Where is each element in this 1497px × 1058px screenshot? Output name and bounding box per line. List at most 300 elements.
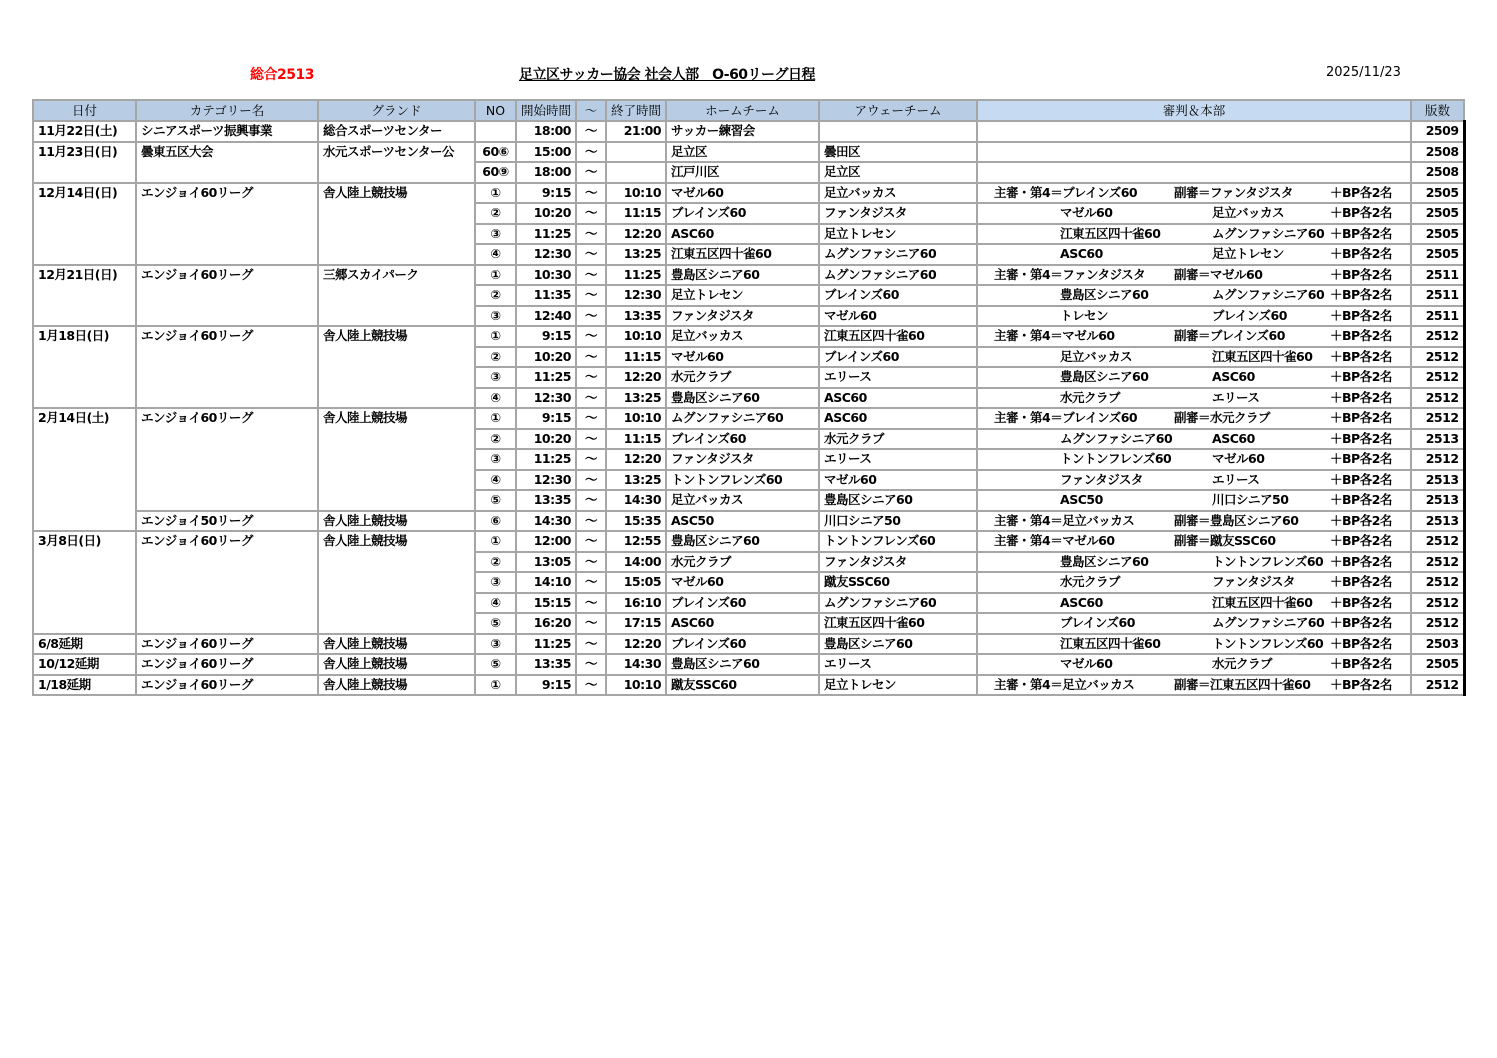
referee-cell xyxy=(977,429,1411,450)
referee-bp: ＋BP各2名 xyxy=(1330,656,1392,671)
referee-bp: ＋BP各2名 xyxy=(1330,287,1392,302)
home-team-cell: ASC60 xyxy=(666,224,819,245)
version-cell: 2512 xyxy=(1411,367,1464,388)
home-team-cell: 水元クラブ xyxy=(666,367,819,388)
table-row xyxy=(33,285,1464,306)
end-time-cell: 10:10 xyxy=(606,408,666,429)
date-cell: 11月22日(土) xyxy=(33,121,136,142)
version-cell: 2509 xyxy=(1411,121,1464,142)
referee-bp: ＋BP各2名 xyxy=(1330,471,1392,487)
ground-cell: 舎人陸上競技場 xyxy=(318,531,475,552)
category-cell xyxy=(136,244,318,265)
referee-cell xyxy=(977,613,1411,634)
tilde-cell: ～ xyxy=(576,531,606,552)
ground-cell xyxy=(318,470,475,491)
ground-cell: 三郷スカイパーク xyxy=(318,265,475,286)
home-team-cell: 豊島区シニア60 xyxy=(666,265,819,286)
category-cell xyxy=(136,490,318,511)
ground-cell: 舎人陸上競技場 xyxy=(318,183,475,204)
referee-cell xyxy=(977,490,1411,511)
start-time-cell: 10:20 xyxy=(516,429,576,450)
away-team-cell: 川口シニア50 xyxy=(819,511,977,532)
table-row xyxy=(33,470,1464,491)
away-team-cell: エリース xyxy=(819,449,977,470)
match-no-cell: ① xyxy=(475,531,516,552)
match-no-cell: ③ xyxy=(475,367,516,388)
ground-cell xyxy=(318,367,475,388)
referee-bp: ＋BP各2名 xyxy=(1330,184,1392,200)
start-time-cell: 13:35 xyxy=(516,654,576,675)
match-no-cell: ④ xyxy=(475,244,516,265)
referee-cell xyxy=(977,572,1411,593)
category-cell: エンジョイ60リーグ xyxy=(136,531,318,552)
referee-assistant: エリース xyxy=(1212,389,1260,405)
end-time-cell: 12:55 xyxy=(606,531,666,552)
referee-bp: ＋BP各2名 xyxy=(1330,430,1392,446)
away-team-cell: 蹴友SSC60 xyxy=(819,572,977,593)
category-cell xyxy=(136,572,318,593)
referee-bp: ＋BP各2名 xyxy=(1330,574,1392,589)
end-time-cell: 10:10 xyxy=(606,326,666,347)
version-cell: 2512 xyxy=(1411,613,1464,634)
away-team-cell: 江東五区四十雀60 xyxy=(819,613,977,634)
away-team-cell: 江東五区四十雀60 xyxy=(819,326,977,347)
version-cell: 2511 xyxy=(1411,265,1464,286)
table-row xyxy=(33,449,1464,470)
tilde-cell: ～ xyxy=(576,121,606,142)
referee-cell xyxy=(977,408,1411,429)
referee-cell xyxy=(977,367,1411,388)
referee-cell xyxy=(977,162,1411,183)
tilde-cell: ～ xyxy=(576,552,606,573)
referee-main: マゼル60 xyxy=(1060,656,1113,671)
start-time-cell: 9:15 xyxy=(516,408,576,429)
date-cell: 3月8日(日) xyxy=(33,531,136,552)
date-cell: 1/18延期 xyxy=(33,675,136,696)
home-team-cell: 豊島区シニア60 xyxy=(666,531,819,552)
ground-cell xyxy=(318,162,475,183)
away-team-cell: ブレインズ60 xyxy=(819,285,977,306)
end-time-cell xyxy=(606,162,666,183)
date-cell xyxy=(33,285,136,306)
version-cell: 2512 xyxy=(1411,449,1464,470)
start-time-cell: 14:10 xyxy=(516,572,576,593)
tilde-cell: ～ xyxy=(576,224,606,245)
end-time-cell: 11:15 xyxy=(606,203,666,224)
home-team-cell: トントンフレンズ60 xyxy=(666,470,819,491)
tilde-cell: ～ xyxy=(576,490,606,511)
home-team-cell: マゼル60 xyxy=(666,572,819,593)
tilde-cell: ～ xyxy=(576,429,606,450)
match-no-cell: ② xyxy=(475,552,516,573)
match-no-cell: ③ xyxy=(475,449,516,470)
referee-cell xyxy=(977,675,1411,696)
referee-cell xyxy=(977,224,1411,245)
start-time-cell: 12:30 xyxy=(516,388,576,409)
table-row xyxy=(33,142,1464,163)
referee-main: トントンフレンズ60 xyxy=(1060,451,1172,466)
match-no-cell: ⑤ xyxy=(475,490,516,511)
match-no-cell: ③ xyxy=(475,306,516,327)
end-time-cell: 13:25 xyxy=(606,388,666,409)
end-time-cell: 14:30 xyxy=(606,490,666,511)
table-row xyxy=(33,552,1464,573)
end-time-cell: 17:15 xyxy=(606,613,666,634)
referee-cell xyxy=(977,470,1411,491)
referee-assistant: 足立バッカス xyxy=(1212,205,1285,220)
referee-main: 主審・第4＝ブレインズ60 xyxy=(994,410,1138,425)
ground-cell xyxy=(318,347,475,368)
away-team-cell: エリース xyxy=(819,367,977,388)
start-time-cell: 15:15 xyxy=(516,593,576,614)
referee-main: 主審・第4＝マゼル60 xyxy=(994,328,1115,343)
ground-cell xyxy=(318,490,475,511)
category-cell xyxy=(136,367,318,388)
match-no-cell: ③ xyxy=(475,634,516,655)
start-time-cell: 10:20 xyxy=(516,347,576,368)
table-row xyxy=(33,367,1464,388)
end-time-cell: 12:30 xyxy=(606,285,666,306)
table-body xyxy=(33,121,1464,695)
table-header-row xyxy=(33,100,1464,121)
referee-main: 主審・第4＝足立バッカス xyxy=(994,676,1135,692)
referee-assistant: ムグンファシニア60 xyxy=(1212,615,1325,630)
away-team-cell: 豊島区シニア60 xyxy=(819,634,977,655)
referee-bp: ＋BP各2名 xyxy=(1330,410,1392,425)
version-cell: 2505 xyxy=(1411,203,1464,224)
referee-cell xyxy=(977,203,1411,224)
referee-main: ASC60 xyxy=(1060,246,1103,261)
date-cell xyxy=(33,367,136,388)
tilde-cell: ～ xyxy=(576,511,606,532)
category-cell: エンジョイ60リーグ xyxy=(136,675,318,696)
start-time-cell: 16:20 xyxy=(516,613,576,634)
date-cell xyxy=(33,224,136,245)
referee-main: 水元クラブ xyxy=(1060,574,1121,589)
tilde-cell: ～ xyxy=(576,367,606,388)
home-team-cell: 足立区 xyxy=(666,142,819,163)
table-row xyxy=(33,306,1464,327)
home-team-cell: ASC50 xyxy=(666,511,819,532)
away-team-cell: ムグンファシニア60 xyxy=(819,265,977,286)
tilde-cell: ～ xyxy=(576,449,606,470)
table-row xyxy=(33,675,1464,696)
category-cell: エンジョイ60リーグ xyxy=(136,265,318,286)
match-no-cell: ① xyxy=(475,675,516,696)
ground-cell xyxy=(318,388,475,409)
away-team-cell: 豊島区シニア60 xyxy=(819,490,977,511)
referee-bp: ＋BP各2名 xyxy=(1330,389,1392,405)
table-row xyxy=(33,326,1464,347)
referee-assistant: 副審＝蹴友SSC60 xyxy=(1174,533,1276,548)
col-header-ground: グランド xyxy=(318,100,475,121)
table-row xyxy=(33,654,1464,675)
referee-cell xyxy=(977,265,1411,286)
ground-cell: 水元スポーツセンター公 xyxy=(318,142,475,163)
referee-bp: ＋BP各2名 xyxy=(1330,451,1392,466)
referee-assistant: ファンタジスタ xyxy=(1212,574,1295,589)
tilde-cell: ～ xyxy=(576,388,606,409)
ground-cell xyxy=(318,203,475,224)
match-no-cell: ② xyxy=(475,285,516,306)
away-team-cell: 水元クラブ xyxy=(819,429,977,450)
away-team-cell: 曇田区 xyxy=(819,142,977,163)
match-no-cell: ② xyxy=(475,429,516,450)
version-cell: 2505 xyxy=(1411,224,1464,245)
category-cell: 曇東五区大会 xyxy=(136,142,318,163)
match-no-cell: ⑤ xyxy=(475,654,516,675)
referee-assistant: 副審＝マゼル60 xyxy=(1174,266,1263,282)
date-cell xyxy=(33,429,136,450)
away-team-cell: マゼル60 xyxy=(819,470,977,491)
referee-assistant: エリース xyxy=(1212,471,1260,487)
table-row xyxy=(33,203,1464,224)
version-cell: 2511 xyxy=(1411,285,1464,306)
ground-cell xyxy=(318,449,475,470)
home-team-cell: マゼル60 xyxy=(666,183,819,204)
end-time-cell: 12:20 xyxy=(606,449,666,470)
ground-cell xyxy=(318,429,475,450)
end-time-cell: 10:10 xyxy=(606,183,666,204)
tilde-cell: ～ xyxy=(576,162,606,183)
referee-cell xyxy=(977,183,1411,204)
referee-main: 豊島区シニア60 xyxy=(1060,553,1149,569)
table-row xyxy=(33,388,1464,409)
referee-assistant: 副審＝ファンタジスタ xyxy=(1174,184,1293,200)
start-time-cell: 9:15 xyxy=(516,675,576,696)
match-no-cell: ③ xyxy=(475,572,516,593)
home-team-cell: 豊島区シニア60 xyxy=(666,654,819,675)
ground-cell: 舎人陸上競技場 xyxy=(318,654,475,675)
away-team-cell: エリース xyxy=(819,654,977,675)
table-row xyxy=(33,265,1464,286)
referee-cell xyxy=(977,449,1411,470)
match-no-cell: ① xyxy=(475,183,516,204)
end-time-cell: 10:10 xyxy=(606,675,666,696)
away-team-cell: ファンタジスタ xyxy=(819,552,977,573)
table-row xyxy=(33,511,1464,532)
date-cell xyxy=(33,511,136,532)
tilde-cell: ～ xyxy=(576,613,606,634)
referee-assistant: トントンフレンズ60 xyxy=(1212,635,1324,651)
home-team-cell: ブレインズ60 xyxy=(666,593,819,614)
ground-cell: 舎人陸上競技場 xyxy=(318,511,475,532)
tilde-cell: ～ xyxy=(576,285,606,306)
referee-assistant: 川口シニア50 xyxy=(1212,492,1289,507)
date-cell: 1月18日(日) xyxy=(33,326,136,347)
ground-cell: 舎人陸上競技場 xyxy=(318,326,475,347)
referee-assistant: 江東五区四十雀60 xyxy=(1212,594,1313,610)
referee-main: ASC60 xyxy=(1060,594,1103,610)
home-team-cell: 水元クラブ xyxy=(666,552,819,573)
table-row xyxy=(33,572,1464,593)
ground-cell xyxy=(318,306,475,327)
away-team-cell: 足立トレセン xyxy=(819,675,977,696)
end-time-cell xyxy=(606,142,666,163)
referee-bp: ＋BP各2名 xyxy=(1330,225,1392,241)
date-cell xyxy=(33,244,136,265)
match-no-cell: 60⑥ xyxy=(475,142,516,163)
referee-main: ブレインズ60 xyxy=(1060,615,1135,630)
home-team-cell: ブレインズ60 xyxy=(666,634,819,655)
referee-bp: ＋BP各2名 xyxy=(1330,553,1392,569)
date-cell xyxy=(33,449,136,470)
table-row xyxy=(33,162,1464,183)
table-row xyxy=(33,634,1464,655)
referee-assistant: ブレインズ60 xyxy=(1212,307,1287,323)
match-no-cell: ③ xyxy=(475,224,516,245)
referee-cell xyxy=(977,654,1411,675)
referee-cell xyxy=(977,306,1411,327)
referee-assistant: ASC60 xyxy=(1212,430,1255,446)
referee-assistant: 副審＝ブレインズ60 xyxy=(1174,328,1285,343)
match-no-cell: 60⑨ xyxy=(475,162,516,183)
col-header-tilde: ～ xyxy=(576,100,606,121)
match-no-cell: ② xyxy=(475,347,516,368)
date-cell xyxy=(33,552,136,573)
referee-main: トレセン xyxy=(1060,307,1109,323)
tilde-cell: ～ xyxy=(576,306,606,327)
tilde-cell: ～ xyxy=(576,203,606,224)
start-time-cell: 15:00 xyxy=(516,142,576,163)
col-header-version: 版数 xyxy=(1411,100,1464,121)
home-team-cell: ファンタジスタ xyxy=(666,449,819,470)
referee-cell xyxy=(977,285,1411,306)
referee-main: ムグンファシニア60 xyxy=(1060,430,1173,446)
referee-cell xyxy=(977,244,1411,265)
referee-assistant: ASC60 xyxy=(1212,369,1255,384)
referee-assistant: ムグンファシニア60 xyxy=(1212,225,1325,241)
version-cell: 2508 xyxy=(1411,162,1464,183)
referee-main: マゼル60 xyxy=(1060,205,1113,220)
referee-bp: ＋BP各2名 xyxy=(1330,369,1392,384)
referee-bp: ＋BP各2名 xyxy=(1330,676,1392,692)
start-time-cell: 10:30 xyxy=(516,265,576,286)
col-header-category: カテゴリー名 xyxy=(136,100,318,121)
category-cell xyxy=(136,162,318,183)
referee-assistant: 江東五区四十雀60 xyxy=(1212,348,1313,364)
start-time-cell: 11:25 xyxy=(516,224,576,245)
tilde-cell: ～ xyxy=(576,675,606,696)
referee-bp: ＋BP各2名 xyxy=(1330,533,1392,548)
home-team-cell: ムグンファシニア60 xyxy=(666,408,819,429)
version-cell: 2512 xyxy=(1411,347,1464,368)
referee-main: 主審・第4＝マゼル60 xyxy=(994,533,1115,548)
start-time-cell: 13:35 xyxy=(516,490,576,511)
end-time-cell: 11:15 xyxy=(606,429,666,450)
referee-bp: ＋BP各2名 xyxy=(1330,205,1392,220)
version-cell: 2505 xyxy=(1411,183,1464,204)
home-team-cell: 江戸川区 xyxy=(666,162,819,183)
category-cell: エンジョイ60リーグ xyxy=(136,326,318,347)
version-cell: 2503 xyxy=(1411,634,1464,655)
col-header-end: 終了時間 xyxy=(606,100,666,121)
match-no-cell: ④ xyxy=(475,388,516,409)
version-cell: 2505 xyxy=(1411,244,1464,265)
ground-cell: 舎人陸上競技場 xyxy=(318,634,475,655)
end-time-cell: 14:00 xyxy=(606,552,666,573)
referee-assistant: マゼル60 xyxy=(1212,451,1265,466)
page-title: 足立区サッカー協会 社会人部 O-60リーグ日程 xyxy=(519,67,816,83)
home-team-cell: 足立バッカス xyxy=(666,326,819,347)
match-no-cell: ⑤ xyxy=(475,613,516,634)
referee-bp: ＋BP各2名 xyxy=(1330,246,1392,261)
referee-main: 水元クラブ xyxy=(1060,389,1121,405)
referee-bp: ＋BP各2名 xyxy=(1330,512,1392,528)
home-team-cell: ファンタジスタ xyxy=(666,306,819,327)
referee-bp: ＋BP各2名 xyxy=(1330,307,1392,323)
date-cell xyxy=(33,162,136,183)
start-time-cell: 18:00 xyxy=(516,162,576,183)
date-cell xyxy=(33,388,136,409)
end-time-cell: 12:20 xyxy=(606,634,666,655)
tilde-cell: ～ xyxy=(576,183,606,204)
category-cell xyxy=(136,306,318,327)
col-header-home: ホームチーム xyxy=(666,100,819,121)
col-header-no: NO xyxy=(475,100,516,121)
category-cell xyxy=(136,593,318,614)
referee-bp: ＋BP各2名 xyxy=(1330,615,1392,630)
category-cell xyxy=(136,285,318,306)
away-team-cell: ファンタジスタ xyxy=(819,203,977,224)
category-cell xyxy=(136,449,318,470)
start-time-cell: 12:00 xyxy=(516,531,576,552)
table-row xyxy=(33,224,1464,245)
issue-date: 2025/11/23 xyxy=(1326,65,1401,80)
referee-cell xyxy=(977,326,1411,347)
end-time-cell: 11:25 xyxy=(606,265,666,286)
away-team-cell: ブレインズ60 xyxy=(819,347,977,368)
away-team-cell: ムグンファシニア60 xyxy=(819,593,977,614)
date-cell xyxy=(33,572,136,593)
version-cell: 2512 xyxy=(1411,408,1464,429)
category-cell xyxy=(136,224,318,245)
date-cell: 12月14日(日) xyxy=(33,183,136,204)
end-time-cell: 16:10 xyxy=(606,593,666,614)
tilde-cell: ～ xyxy=(576,265,606,286)
col-header-away: アウェーチーム xyxy=(819,100,977,121)
referee-cell xyxy=(977,531,1411,552)
tilde-cell: ～ xyxy=(576,470,606,491)
end-time-cell: 12:20 xyxy=(606,367,666,388)
version-cell: 2513 xyxy=(1411,429,1464,450)
referee-cell xyxy=(977,634,1411,655)
category-cell: エンジョイ60リーグ xyxy=(136,654,318,675)
table-row xyxy=(33,593,1464,614)
ground-cell xyxy=(318,224,475,245)
start-time-cell: 11:35 xyxy=(516,285,576,306)
referee-cell xyxy=(977,121,1411,142)
version-cell: 2512 xyxy=(1411,326,1464,347)
category-cell xyxy=(136,388,318,409)
home-team-cell: ASC60 xyxy=(666,613,819,634)
referee-main: 豊島区シニア60 xyxy=(1060,369,1149,384)
category-cell: エンジョイ60リーグ xyxy=(136,183,318,204)
table-row xyxy=(33,490,1464,511)
referee-cell xyxy=(977,388,1411,409)
version-cell: 2511 xyxy=(1411,306,1464,327)
end-time-cell: 11:15 xyxy=(606,347,666,368)
start-time-cell: 18:00 xyxy=(516,121,576,142)
away-team-cell: トントンフレンズ60 xyxy=(819,531,977,552)
col-header-start: 開始時間 xyxy=(516,100,576,121)
ground-cell: 舎人陸上競技場 xyxy=(318,675,475,696)
date-cell xyxy=(33,306,136,327)
end-time-cell: 13:25 xyxy=(606,244,666,265)
table-row xyxy=(33,613,1464,634)
table-row xyxy=(33,121,1464,142)
home-team-cell: 豊島区シニア60 xyxy=(666,388,819,409)
